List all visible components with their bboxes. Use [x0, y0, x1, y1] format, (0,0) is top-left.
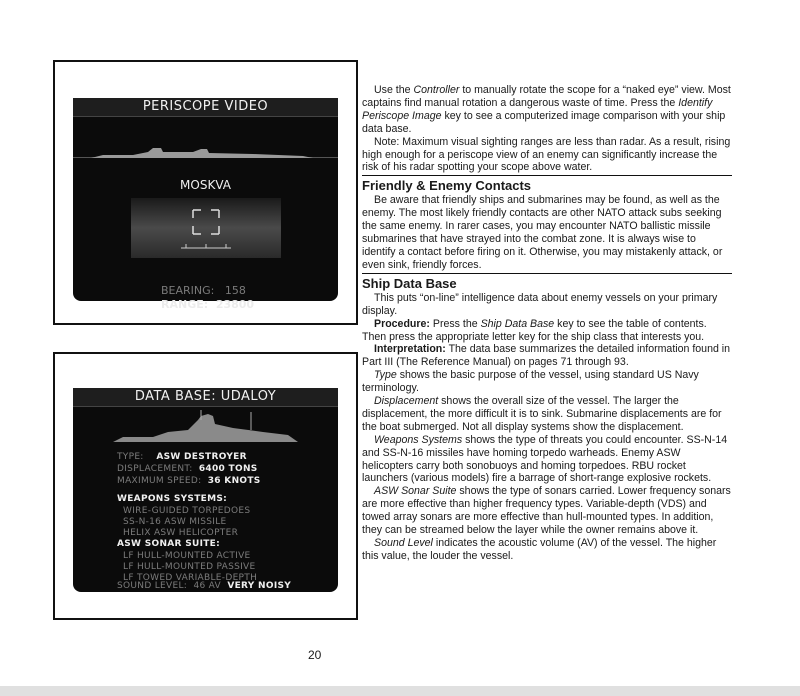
scope-view — [131, 198, 281, 258]
weapons-paragraph: Weapons Systems shows the type of threats you could encounter. SS-N-14 and SS-N-16 missiles have homing torpedo warheads. Enemy ASW helicopters carry both sonobuoys and homing torpedoes. RBU rocket launchers (various models) fire a barrage of short-range explosive rockets. — [362, 433, 728, 485]
periscope-title: PERISCOPE VIDEO — [73, 98, 338, 117]
weapons-heading: WEAPONS SYSTEMS: — [117, 494, 228, 504]
intro-paragraph: Use the Controller to manually rotate the scope for a “naked eye” view. Most captains find manual rotation a dangerous waste of time. Press the Identify Periscope Image key to see a computerized image comparison with your ship data base. — [362, 84, 731, 135]
note-paragraph: Note: Maximum visual sighting ranges are less than radar. As a result, rising high enough for a periscope view of an enemy can significantly increase the risk of his radar spotting your scope above water. — [362, 135, 731, 174]
periscope-video-screen — [73, 98, 338, 311]
weapon-item: HELIX ASW HELICOPTER — [123, 528, 239, 538]
section-divider — [362, 273, 732, 274]
shipdb-intro: This puts “on-line” intelligence data about enemy vessels on your primary display. — [362, 291, 718, 317]
procedure-paragraph: Procedure: Press the Ship Data Base key to see the table of contents. Then press the appropriate letter key for the ship class that interests you. — [362, 317, 707, 343]
sound-level-row: SOUND LEVEL: 46 AV VERY NOISY — [117, 581, 292, 591]
type-row: TYPE: ASW DESTROYER — [117, 452, 247, 462]
destroyer-silhouette-icon — [113, 410, 298, 450]
bearing-readout: BEARING: 158 — [161, 284, 246, 297]
friendly-paragraph: Be aware that friendly ships and submarines may be found, as well as the enemy. The most likely friendly contacts are other NATO attack subs seeking the same enemy. In rarer cases, you may encounter NATO ballistic missile submarines that have strayed into the combat zone. It is always wise to identify a contact before firing on it. Otherwise, you may mistakenly attack, or even sink, friendly forces. — [362, 194, 723, 271]
periscope-figure — [53, 60, 358, 325]
sonar-item: LF HULL-MOUNTED ACTIVE — [123, 551, 251, 561]
interpretation-paragraph: Interpretation: The data base summarizes the detailed information found in Part III (The Reference Manual) on pages 71 through 93. — [362, 343, 731, 369]
manual-text-column — [362, 84, 732, 563]
sonar-heading: ASW SONAR SUITE: — [117, 539, 221, 549]
section-heading-shipdb: Ship Data Base — [362, 275, 457, 291]
sonar-paragraph: ASW Sonar Suite shows the type of sonars carried. Lower frequency sonars are more effective than higher frequency types. Variable-depth (VDS) and towed array sonars are more effective than hull-mounted types. In addition, they can be streamed below the layer while the owner remains above it. — [362, 485, 731, 537]
section-divider — [362, 175, 732, 176]
database-figure — [53, 352, 358, 620]
weapon-item: SS-N-16 ASW MISSILE — [123, 517, 227, 527]
ship-name: MOSKVA — [180, 178, 231, 192]
sound-level-paragraph: Sound Level indicates the acoustic volume (AV) of the vessel. The higher this value, the louder the vessel. — [362, 537, 717, 562]
crosshair-icon — [131, 198, 281, 258]
database-title: DATA BASE: UDALOY — [73, 388, 338, 407]
weapon-item: WIRE-GUIDED TORPEDOES — [123, 506, 251, 516]
speed-row: MAXIMUM SPEED: 36 KNOTS — [117, 476, 261, 486]
range-readout: RANGE: 23800 — [161, 298, 255, 311]
ship-silhouette-icon — [73, 148, 338, 162]
section-heading-friendly: Friendly & Enemy Contacts — [362, 178, 532, 194]
data-base-screen — [73, 388, 338, 592]
type-paragraph: Type shows the basic purpose of the vessel, using standard US Navy terminology. — [362, 369, 699, 395]
page-number: 20 — [308, 648, 322, 662]
sonar-item: LF TOWED VARIABLE-DEPTH — [123, 573, 258, 583]
page-edge — [0, 686, 800, 696]
displacement-paragraph: Displacement shows the overall size of the vessel. The larger the displacement, the more difficult it is to sink. Submarine displacements are for the boat submerged. Not all display systems show the displacement. — [362, 395, 722, 433]
displacement-row: DISPLACEMENT: 6400 TONS — [117, 464, 258, 474]
sonar-item: LF HULL-MOUNTED PASSIVE — [123, 562, 256, 572]
